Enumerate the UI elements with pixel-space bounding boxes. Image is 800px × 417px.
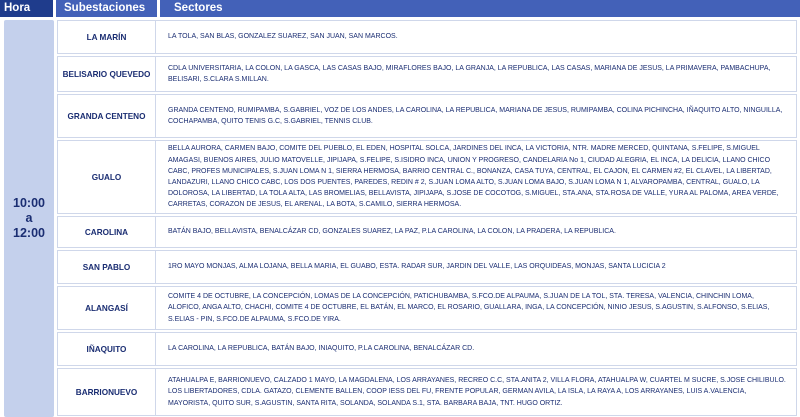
sectores-text: 1RO MAYO MONJAS, ALMA LOJANA, BELLA MARIA, EL GUABO, ESTA. RADAR SUR, JARDIN DEL VALLE, LAS ORQUIDEAS, MONJAS, SANTA LUCICIA 2 xyxy=(168,263,666,271)
subestacion-name: GRANDA CENTENO xyxy=(58,95,156,137)
sectores-text: BATÁN BAJO, BELLAVISTA, BENALCÁZAR CD, GONZALES SUAREZ, LA PAZ, P.LA CAROLINA, LA COLON, LA PRADERA, LA REPUBLICA. xyxy=(168,228,616,236)
hora-cell xyxy=(4,20,54,417)
sectores-text: LA TOLA, SAN BLAS, GONZALEZ SUAREZ, SAN JUAN, SAN MARCOS. xyxy=(168,33,398,41)
sectores-text: GRANDA CENTENO, RUMIPAMBA, S.GABRIEL, VOZ DE LOS ANDES, LA CAROLINA, LA REPUBLICA, MARIANA DE JESUS, RUMIPAMBA, COLINA PICHINCHA, IÑAQUITO ALTO, NINGUILLA, COCHAPAMBA, QUITO TENIS G.C, S.GABRIEL, TENNIS CLUB. xyxy=(168,106,783,125)
table-row xyxy=(57,216,797,248)
subestacion-name: LA MARÍN xyxy=(58,21,156,53)
table-row xyxy=(57,332,797,366)
table-row xyxy=(57,140,797,214)
table-header xyxy=(0,0,800,17)
sectores-text: BELLA AURORA, CARMEN BAJO, COMITE DEL PUEBLO, EL EDEN, HOSPITAL SOLCA, JARDINES DEL INCA, LA VICTORIA, NTR. MADRE MERCED, QUINTANA, S.FELIPE, S.MIGUEL AMAGASI, BUENOS AIRES, JULIO MATOVELLE, JIPIJAPA, S.FELIPE, S.ISIDRO INCA, UNION Y PROGRESO, CANDELARIA No 1, CIUDAD ALEGRIA, EL INCA, LA DELICIA, LLANO CHICO CABC, PROFES MUNICIPALES, S.JUAN LOMA N 1, SIERRA HERMOSA, BARRIO CENTRAL C., BONANZA, CASA TUYA, CENTRAL, EL CAJON, EL CARMEN #2, EL CLAVEL, LA LIBERTAD, LANDAZURI, LLANO CHICO CABC, LOS DOS PUENTES, PAREDES, REDIN # 2, S.JUAN LOMA ALTO, S.JUAN LOMA BAJO, S.JUAN LOMA N 1, ALVAROPAMBA, CENTRAL, GUALO, LA DOLOROSA, LA LIBERTAD, LA TOLA ALTA, LAS BROMELIAS, BELLAVISTA, JIPIJAPA, S.JOSE DE COCOTOG, S.MIGUEL, STA.ANA, STA.ROSA DE VALLE, YURA AL PALOMA, AREA VERDE, CARRETAS, CORAZON DE JESUS, EL ARENAL, LA BOTA, S.CAMILO, SIERRA HERMOSA. xyxy=(168,145,779,209)
header-sectores: Sectores xyxy=(160,0,800,17)
table-row xyxy=(57,56,797,92)
table-row xyxy=(57,250,797,284)
subestacion-name: BARRIONUEVO xyxy=(58,369,156,415)
table-row xyxy=(57,94,797,138)
header-hora: Hora xyxy=(0,0,53,17)
table-row xyxy=(57,20,797,54)
table-row xyxy=(57,286,797,330)
header-subestaciones: Subestaciones xyxy=(56,0,157,17)
subestacion-name: GUALO xyxy=(58,141,156,213)
sectores-text: LA CAROLINA, LA REPUBLICA, BATÁN BAJO, INIAQUITO, P.LA CAROLINA, BENALCÁZAR CD. xyxy=(168,345,475,353)
subestacion-name: IÑAQUITO xyxy=(58,333,156,365)
subestacion-name: ALANGASÍ xyxy=(58,287,156,329)
subestacion-name: SAN PABLO xyxy=(58,251,156,283)
table-row xyxy=(57,368,797,416)
hora-value: 10:00 a 12:00 xyxy=(13,196,45,240)
sectores-text: ATAHUALPA E, BARRIONUEVO, CALZADO 1 MAYO, LA MAGDALENA, LOS ARRAYANES, RECREO C.C, STA.ANITA 2, VILLA FLORA, ATAHUALPA W, CUARTEL M SUCRE, S.JOSE CHILIBULO. LOS LIBERTADORES, CDLA. GATAZO, CLEMENTE BALLEN, COOP IESS DEL FU, FRENTE POPULAR, GERMAN AVILA, LA ISLA, LA RAYA A, LOS ARRAYANES, LUIS A.VALENCIA, MAYORISTA, QUITO SUR, S.AGUSTIN, SANTA RITA, SOLANDA, SOLANDA S.1, STA. BARBARA BAJA, TNT. HUGO ORTIZ. xyxy=(168,377,786,407)
subestacion-name: CAROLINA xyxy=(58,217,156,247)
sectores-text: CDLA UNIVERSITARIA, LA COLON, LA GASCA, LAS CASAS BAJO, MIRAFLORES BAJO, LA GRANJA, LA REPUBLICA, LAS CASAS, MARIANA DE JESUS, LA PRIMAVERA, PAMBACHUPA, BELISARI, S.CLARA S.MILLAN. xyxy=(168,64,771,83)
sectores-text: COMITE 4 DE OCTUBRE, LA CONCEPCIÓN, LOMAS DE LA CONCEPCIÓN, PATICHUBAMBA, S.FCO.DE ALPAUMA, S.JUAN DE LA TOL, STA. TERESA, VALENCIA, CHINCHIN LOMA, ALOFICO, ANGA ALTO, CHACHI, COMITE 4 DE OCTUBRE, EL BATÁN, EL MARCO, EL ROSARIO, GUALLARA, INGA, LA CONCEPCIÓN, NINIO JESUS, S.AGUSTIN, S.ALFONSO, S.ELIAS, S.ELIAS - PIN, S.FCO.DE ALPAUMA, S.FCO.DE YIRA. xyxy=(168,293,770,323)
subestacion-name: BELISARIO QUEVEDO xyxy=(58,57,156,91)
